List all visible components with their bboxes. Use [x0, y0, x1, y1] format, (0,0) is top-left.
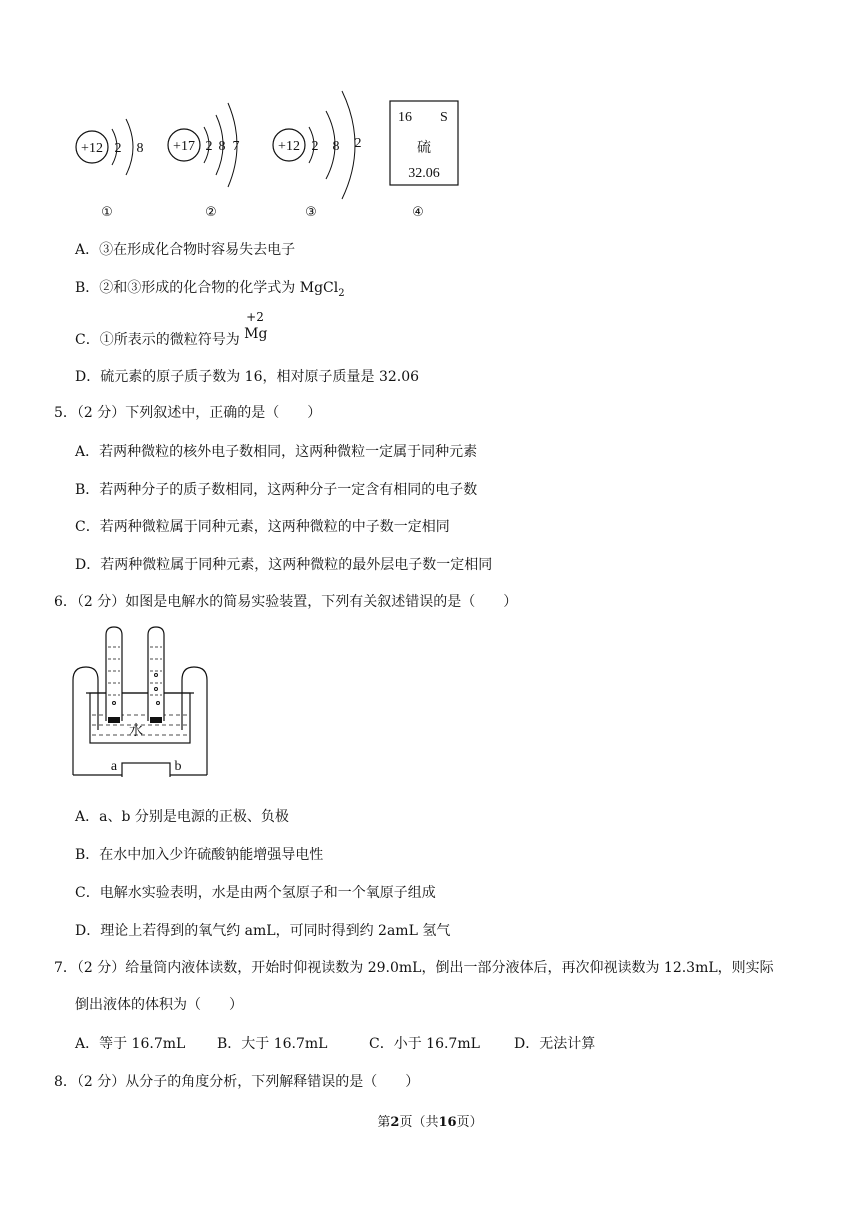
element-number: 16	[398, 110, 412, 125]
footer-prefix: 第	[377, 1115, 391, 1130]
electrolysis-apparatus-figure	[70, 625, 210, 777]
page-number: 2	[390, 1115, 400, 1130]
q7-option-b: B．大于 16.7mL	[217, 1036, 328, 1052]
atomic-structure-figure	[60, 85, 480, 225]
atom-diagram-1	[76, 119, 144, 175]
terminal-b-label: b	[174, 759, 182, 774]
ion-symbol	[244, 310, 268, 344]
option-text: C．①所表示的微粒符号为	[75, 332, 240, 348]
shell-count: 8	[332, 139, 340, 154]
q6-option-b: B．在水中加入少许硫酸钠能增强导电性	[75, 847, 324, 863]
nucleus-label: +12	[81, 141, 103, 156]
q6-option-a: A．a、b 分别是电源的正极、负极	[75, 809, 289, 825]
figure-label: ①	[101, 205, 113, 220]
figure-label: ③	[305, 205, 317, 220]
q5-option-d: D．若两种微粒属于同种元素，这两种微粒的最外层电子数一定相同	[75, 557, 493, 573]
figure-label: ④	[412, 205, 424, 220]
wire-left	[73, 667, 98, 775]
page-total: 16	[438, 1115, 457, 1130]
charge-label: +2	[246, 310, 264, 324]
nucleus-label: +12	[278, 139, 300, 154]
subscript: 2	[338, 287, 345, 299]
q5-option-b: B．若两种分子的质子数相同，这两种分子一定含有相同的电子数	[75, 482, 478, 498]
symbol-label: Mg	[244, 326, 268, 342]
electrode-left	[108, 717, 120, 723]
terminal-a-label: a	[110, 759, 118, 774]
footer-suffix: 页）	[456, 1115, 483, 1130]
q6-option-d: D．理论上若得到的氧气约 amL，可同时得到约 2amL 氢气	[75, 923, 451, 939]
q4-option-c	[75, 310, 268, 349]
q4-option-b	[75, 277, 345, 299]
q4-option-a: A．③在形成化合物时容易失去电子	[75, 242, 296, 258]
atom-diagram-2	[168, 103, 240, 187]
atom-diagram-3	[273, 91, 362, 199]
shell-count: 2	[311, 139, 319, 154]
element-symbol: S	[440, 110, 448, 125]
test-tube-left	[106, 627, 122, 721]
q5-option-a: A．若两种微粒的核外电子数相同，这两种微粒一定属于同种元素	[75, 444, 478, 460]
q6-option-c: C．电解水实验表明，水是由两个氢原子和一个氧原子组成	[75, 885, 436, 901]
shell-count: 8	[136, 141, 144, 156]
electrode-right	[150, 717, 162, 723]
shell-count: 7	[232, 139, 240, 154]
q7-option-a: A．等于 16.7mL	[75, 1036, 186, 1052]
q7-stem-line1: 7．（2 分）给量筒内液体读数，开始时仰视读数为 29.0mL，倒出一部分液体后，再次仰视读数为 12.3mL，则实际	[54, 960, 774, 976]
page-footer	[0, 1111, 860, 1130]
power-source	[122, 763, 170, 777]
shell-count: 8	[218, 139, 226, 154]
shell-count: 2	[114, 141, 122, 156]
q5-option-c: C．若两种微粒属于同种元素，这两种微粒的中子数一定相同	[75, 519, 450, 535]
element-name: 硫	[417, 141, 431, 156]
q8-stem: 8．（2 分）从分子的角度分析，下列解释错误的是（ ）	[54, 1074, 420, 1090]
element-card	[390, 101, 458, 185]
shell-count: 2	[354, 136, 362, 151]
q7-stem-line2: 倒出液体的体积为（ ）	[75, 997, 243, 1013]
nucleus-label: +17	[173, 139, 195, 154]
water-label: 水	[129, 724, 143, 739]
q6-stem: 6．（2 分）如图是电解水的简易实验装置，下列有关叙述错误的是（ ）	[54, 594, 518, 610]
q5-stem: 5．（2 分）下列叙述中，正确的是（ ）	[54, 405, 322, 421]
element-mass: 32.06	[408, 166, 440, 181]
q7-option-c: C．小于 16.7mL	[369, 1036, 480, 1052]
shell-count: 2	[205, 139, 213, 154]
option-text: B．②和③形成的化合物的化学式为 MgCl	[75, 280, 339, 296]
q7-option-d: D．无法计算	[514, 1036, 596, 1052]
footer-middle: 页（共	[399, 1115, 439, 1130]
wire-right	[182, 667, 207, 775]
figure-label: ②	[205, 205, 217, 220]
q4-option-d: D．硫元素的原子质子数为 16，相对原子质量是 32.06	[75, 369, 420, 385]
